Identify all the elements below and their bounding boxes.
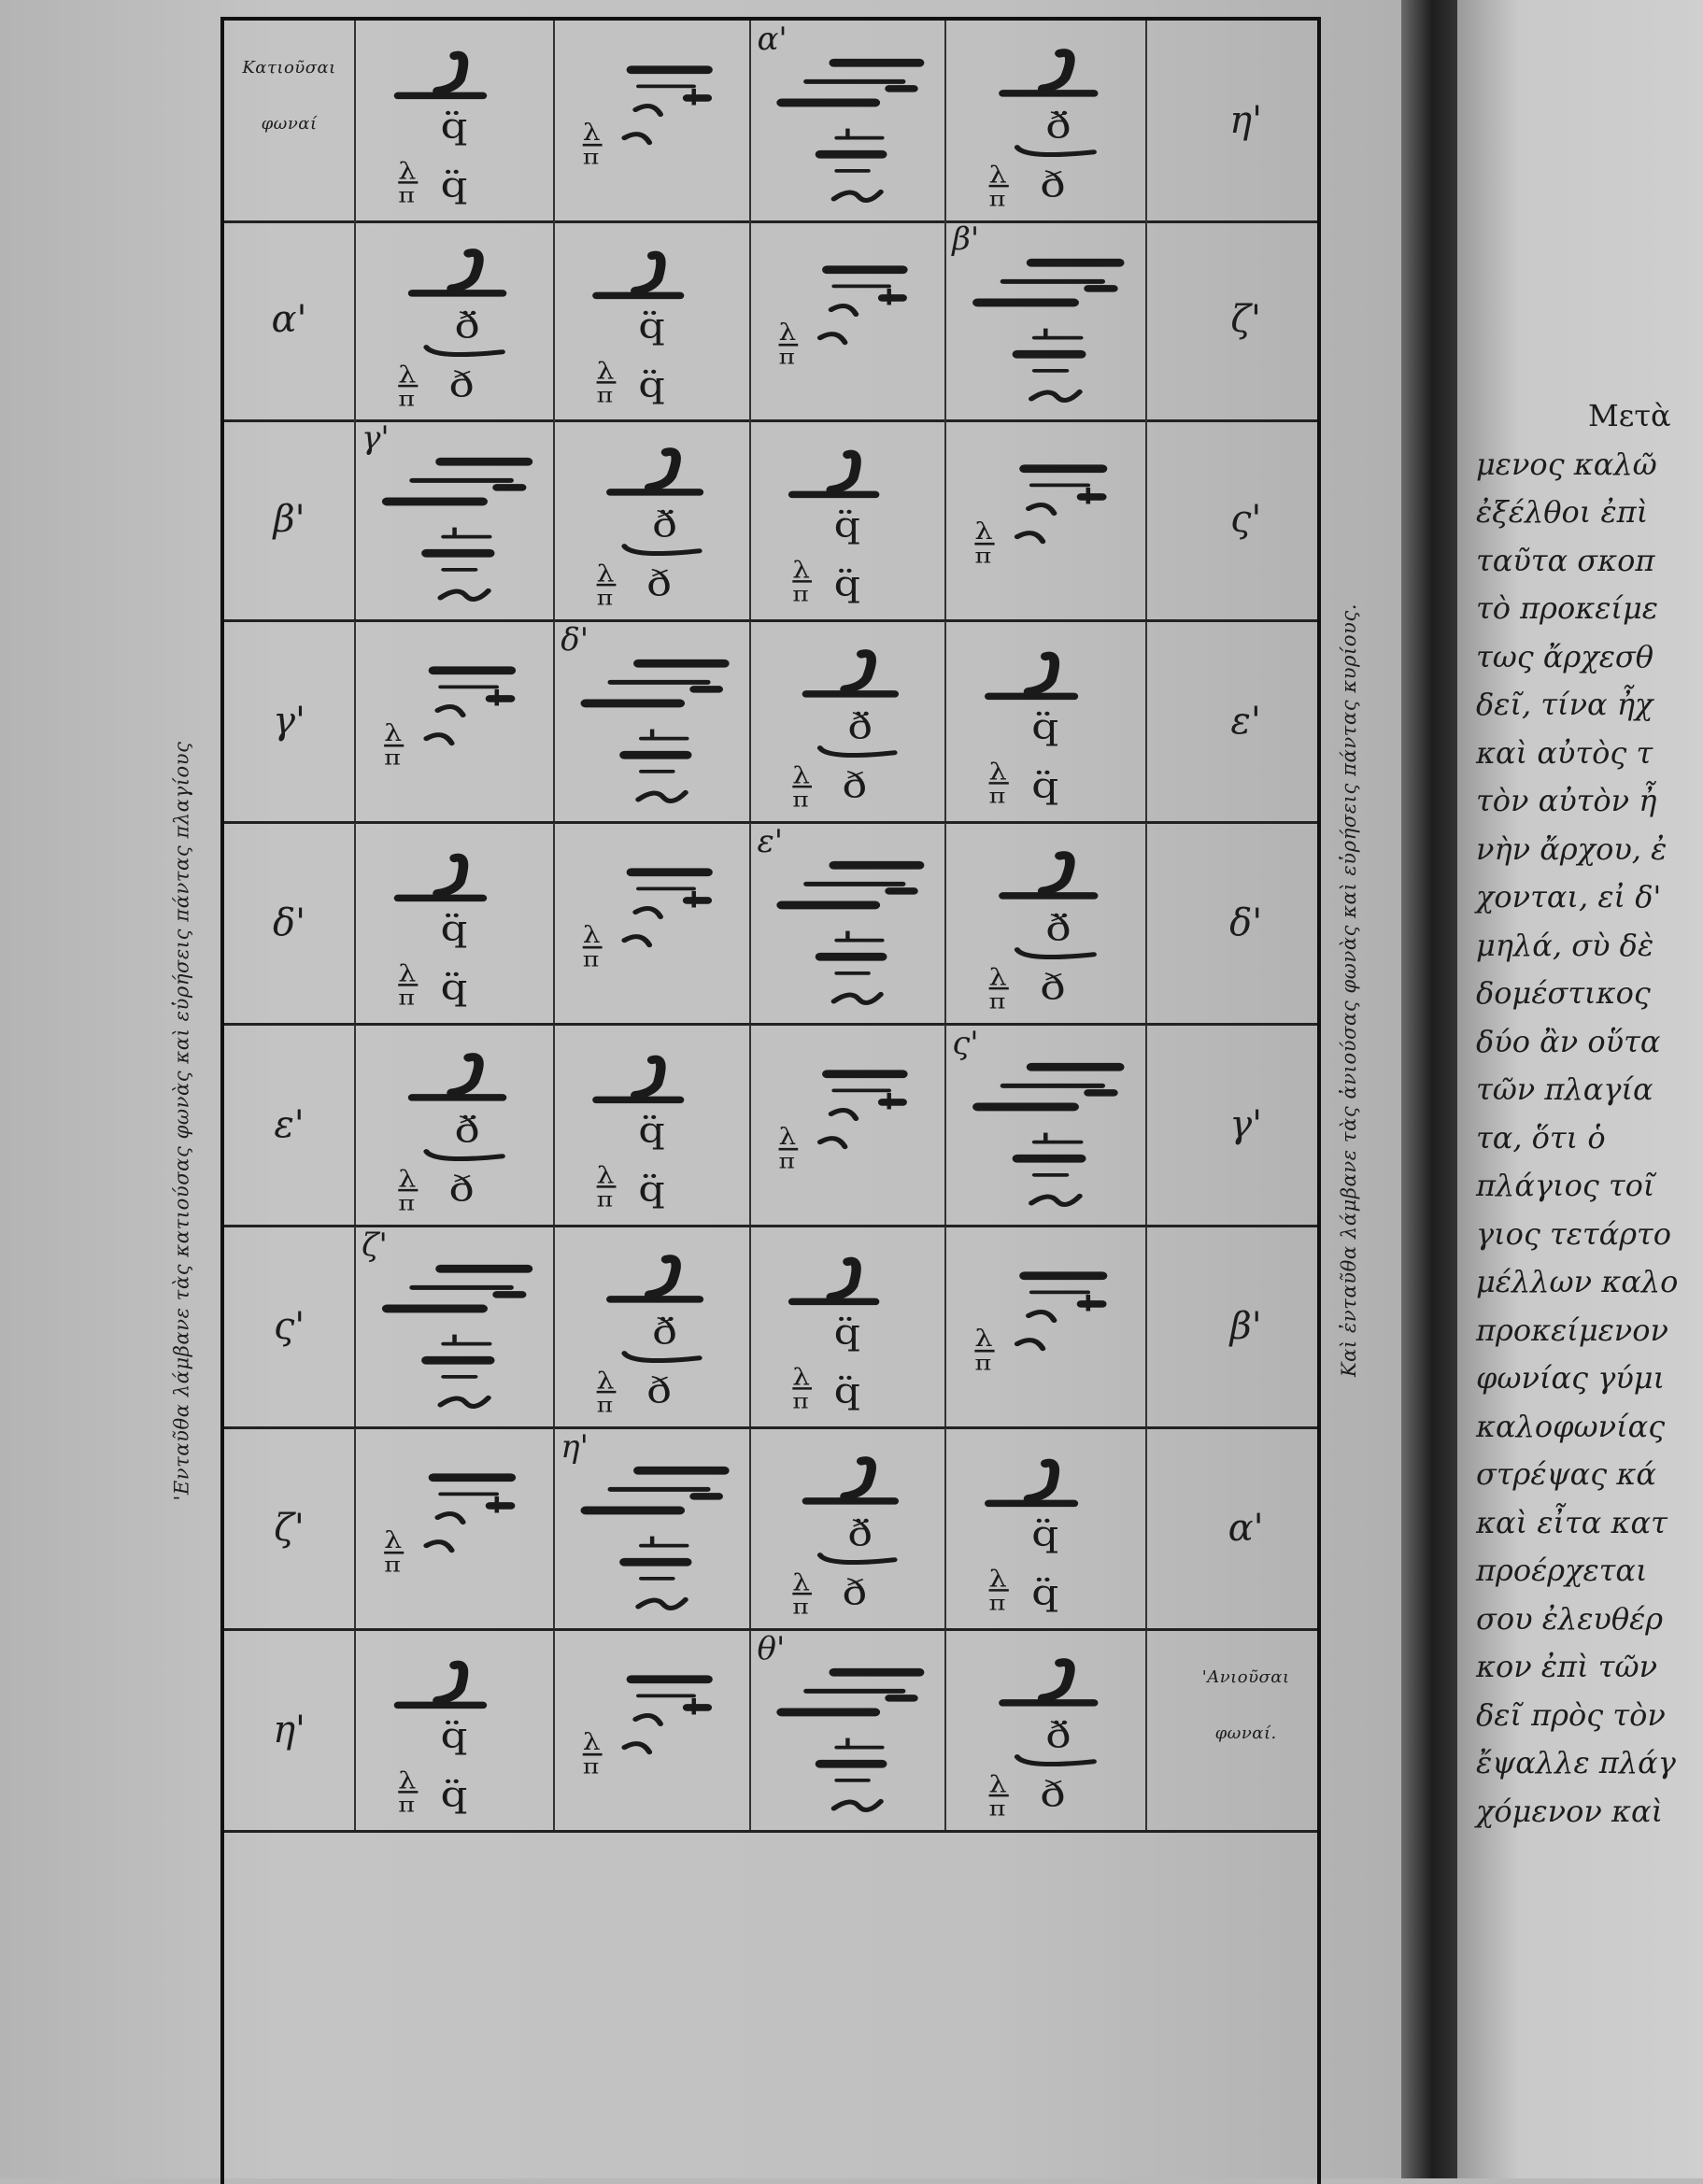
- svg-text:π: π: [384, 745, 402, 770]
- text-line: καλοφωνίας: [1476, 1408, 1666, 1444]
- svg-text:ð: ð: [646, 562, 673, 604]
- svg-text:λ: λ: [582, 1728, 601, 1756]
- svg-text:π: π: [596, 382, 614, 407]
- neume-cell: [356, 1227, 555, 1426]
- svg-text:q̈: q̈: [638, 305, 666, 347]
- cell-corner-number: β': [952, 220, 980, 258]
- text-line: τως ἄρχεσθ: [1476, 638, 1653, 674]
- table-row: [224, 621, 1317, 824]
- cell-corner-number: η': [561, 1428, 589, 1467]
- svg-text:q̈: q̈: [440, 105, 468, 147]
- neume-glyph: [946, 823, 1145, 1023]
- mode-number: ς': [273, 1304, 305, 1348]
- svg-text:λ: λ: [792, 557, 811, 585]
- descending-number-cell: [224, 1428, 356, 1628]
- neume-glyph: [946, 1227, 1145, 1426]
- svg-text:ð̈: ð̈: [847, 706, 873, 747]
- neume-cell: [946, 823, 1147, 1023]
- text-line: στρέψας κά: [1476, 1456, 1656, 1492]
- text-line: χονται, εἰ δ': [1476, 879, 1662, 915]
- descending-number-cell: [224, 419, 356, 619]
- neume-cell: [555, 1025, 751, 1225]
- neume-glyph: [751, 220, 944, 420]
- svg-text:ð̈: ð̈: [847, 1513, 873, 1554]
- text-line: δεῖ πρὸς τὸν: [1476, 1696, 1666, 1733]
- neume-cell: [356, 21, 555, 220]
- neume-glyph: [946, 1630, 1145, 1830]
- svg-text:π: π: [988, 1591, 1006, 1616]
- neume-cell: [946, 1428, 1147, 1628]
- mode-number: ε': [274, 1102, 305, 1146]
- svg-text:λ: λ: [779, 1124, 797, 1151]
- svg-text:π: π: [398, 182, 416, 208]
- table-row: [224, 823, 1317, 1026]
- svg-text:λ: λ: [792, 1569, 811, 1596]
- svg-text:λ: λ: [398, 157, 417, 185]
- mode-number: γ': [273, 699, 305, 743]
- svg-text:λ: λ: [779, 319, 797, 347]
- svg-text:λ: λ: [988, 758, 1008, 787]
- svg-text:ð: ð: [1040, 163, 1066, 206]
- svg-text:q̈: q̈: [638, 1168, 666, 1210]
- side-caption-right: Καὶ ἐνταῦθα λάμβανε τὰς ἀνιούσας φωνὰς καὶ εὑρήσεις πάντας κυρίους.: [1338, 603, 1361, 1378]
- svg-text:λ: λ: [988, 1770, 1008, 1798]
- table-row: [224, 1227, 1317, 1429]
- neume-table: [220, 17, 1321, 2184]
- neume-cell: [946, 21, 1147, 220]
- cell-corner-number: ς': [952, 1025, 979, 1063]
- svg-text:π: π: [582, 946, 600, 971]
- neume-glyph: [555, 1630, 749, 1830]
- table-row: [224, 21, 1317, 223]
- neume-cell: [751, 621, 946, 821]
- mode-number: δ': [1229, 901, 1263, 944]
- svg-text:λ: λ: [582, 119, 601, 147]
- neume-glyph: [751, 419, 944, 619]
- svg-text:ð: ð: [842, 764, 868, 806]
- neume-glyph: [356, 1630, 553, 1830]
- svg-text:q̈: q̈: [1031, 1512, 1059, 1554]
- svg-text:q̈: q̈: [834, 1369, 861, 1411]
- text-line: προέρχεται: [1476, 1553, 1648, 1588]
- svg-text:q̈: q̈: [638, 1110, 666, 1151]
- neume-glyph: [555, 1025, 749, 1225]
- text-line: ἐξέλθοι ἐπὶ: [1476, 494, 1649, 530]
- svg-text:π: π: [596, 1392, 614, 1418]
- svg-text:π: π: [384, 1552, 402, 1577]
- neume-cell: [356, 1025, 555, 1225]
- neume-cell: [751, 1630, 946, 1830]
- svg-text:ð̈: ð̈: [454, 1109, 480, 1151]
- neume-glyph: [946, 1428, 1145, 1628]
- svg-text:π: π: [792, 1594, 810, 1620]
- neume-glyph: [356, 621, 553, 821]
- neume-cell: [751, 823, 946, 1023]
- text-line: φωνίας γύμι: [1476, 1360, 1666, 1396]
- ascending-voices-label: φωναί.: [1214, 1723, 1277, 1744]
- svg-text:λ: λ: [398, 360, 417, 389]
- svg-text:λ: λ: [974, 1324, 993, 1353]
- svg-text:q̈: q̈: [440, 966, 468, 1008]
- ascending-number-cell: [1147, 419, 1345, 619]
- svg-text:q̈: q̈: [440, 1714, 468, 1756]
- svg-text:ð: ð: [448, 1168, 475, 1210]
- cell-corner-number: θ': [757, 1630, 786, 1668]
- neume-cell: [555, 1227, 751, 1426]
- neume-cell: [356, 1630, 555, 1830]
- svg-text:π: π: [779, 343, 796, 369]
- svg-text:π: π: [596, 1186, 614, 1213]
- neume-glyph: [356, 1025, 553, 1225]
- svg-text:λ: λ: [596, 1367, 615, 1395]
- svg-text:λ: λ: [596, 560, 615, 588]
- svg-text:q̈: q̈: [834, 504, 861, 546]
- svg-text:ð: ð: [1040, 966, 1066, 1008]
- text-line: νὴν ἄρχου, ἐ: [1476, 830, 1668, 867]
- text-line: μενος καλῶ: [1476, 446, 1657, 482]
- svg-text:π: π: [988, 186, 1006, 211]
- descending-number-cell: [224, 220, 356, 420]
- cell-corner-number: ζ': [362, 1227, 388, 1265]
- text-line: γιος τετάρτο: [1476, 1215, 1671, 1252]
- book-gutter: [1401, 0, 1457, 2178]
- ascending-number-cell: [1147, 1025, 1345, 1225]
- neume-glyph: [555, 419, 749, 619]
- table-row: [224, 1025, 1317, 1227]
- text-line: τῶν πλαγία: [1476, 1071, 1653, 1107]
- descending-number-cell: [224, 1630, 356, 1830]
- cell-corner-number: ε': [757, 823, 784, 861]
- neume-cell: [356, 1428, 555, 1628]
- neume-glyph: [356, 1428, 553, 1628]
- svg-text:λ: λ: [398, 959, 417, 988]
- svg-text:π: π: [792, 787, 810, 813]
- right-page-text: [1476, 392, 1678, 1836]
- text-line: πλάγιος τοῖ: [1476, 1168, 1655, 1203]
- svg-text:λ: λ: [974, 517, 993, 546]
- svg-text:ð: ð: [448, 362, 475, 405]
- ascending-number-cell: [1147, 1227, 1345, 1426]
- neume-glyph: [946, 419, 1145, 619]
- mode-number: γ': [1229, 1102, 1263, 1146]
- svg-text:λ: λ: [988, 160, 1008, 189]
- neume-cell: [555, 823, 751, 1023]
- svg-text:ð̈: ð̈: [652, 1312, 678, 1353]
- svg-text:π: π: [398, 1793, 416, 1818]
- text-line: Μετὰ: [1588, 398, 1671, 433]
- svg-text:q̈: q̈: [1031, 764, 1059, 806]
- svg-text:λ: λ: [384, 718, 403, 747]
- neume-glyph: [751, 1428, 944, 1628]
- neume-glyph: [555, 220, 749, 420]
- svg-text:ð: ð: [842, 1571, 868, 1613]
- svg-text:q̈: q̈: [440, 1773, 468, 1815]
- svg-text:ð̈: ð̈: [1045, 907, 1071, 949]
- neume-cell: [751, 21, 946, 220]
- mode-number: α': [271, 298, 307, 342]
- neume-cell: [751, 1227, 946, 1426]
- svg-text:ð̈: ð̈: [454, 304, 480, 347]
- table-row: [224, 1428, 1317, 1631]
- text-line: καὶ αὐτὸς τ: [1476, 734, 1653, 771]
- cell-corner-number: γ': [362, 419, 390, 458]
- svg-text:π: π: [398, 986, 416, 1011]
- neume-glyph: [555, 1227, 749, 1426]
- descending-voices-label: φωναί: [261, 114, 318, 134]
- svg-text:π: π: [398, 1190, 416, 1216]
- svg-text:ð̈: ð̈: [1045, 1714, 1071, 1756]
- mode-number: β': [273, 497, 305, 541]
- ascending-number-cell: [1147, 220, 1345, 420]
- mode-number: α': [1228, 1506, 1264, 1550]
- text-line: ἔψαλλε πλάγ: [1476, 1745, 1676, 1780]
- neume-glyph: [946, 21, 1145, 220]
- neume-cell: [751, 220, 946, 420]
- svg-text:λ: λ: [398, 1165, 417, 1193]
- text-line: καὶ εἶτα κατ: [1476, 1504, 1668, 1540]
- neume-cell: [555, 621, 751, 821]
- svg-text:π: π: [779, 1148, 796, 1173]
- descending-number-cell: [224, 823, 356, 1023]
- svg-text:λ: λ: [792, 1364, 811, 1392]
- text-line: τὸν αὐτὸν ἦ: [1476, 783, 1657, 818]
- svg-text:λ: λ: [988, 963, 1008, 991]
- svg-text:π: π: [596, 585, 614, 611]
- svg-text:q̈: q̈: [1031, 1571, 1059, 1613]
- svg-text:π: π: [792, 1388, 810, 1414]
- cell-corner-number: δ': [561, 621, 589, 659]
- text-line: μέλλων καλο: [1476, 1264, 1679, 1299]
- text-line: τὸ προκείμε: [1476, 590, 1658, 626]
- svg-text:ð: ð: [646, 1369, 673, 1411]
- neume-cell: [356, 220, 555, 420]
- table-row: [224, 1630, 1317, 1833]
- text-line: σου ἐλευθέρ: [1476, 1600, 1664, 1637]
- ascending-number-cell: [1147, 21, 1345, 220]
- text-line: χόμενον καὶ: [1476, 1793, 1664, 1829]
- mode-number: ς': [1229, 497, 1262, 541]
- neume-glyph: [356, 220, 553, 420]
- svg-text:λ: λ: [398, 1766, 417, 1795]
- neume-cell: [946, 419, 1147, 619]
- neume-glyph: [751, 1025, 944, 1225]
- neume-glyph: [751, 621, 944, 821]
- svg-text:λ: λ: [596, 357, 615, 385]
- svg-text:λ: λ: [596, 1161, 615, 1190]
- neume-cell: [946, 1227, 1147, 1426]
- mode-number: η': [273, 1708, 306, 1751]
- neume-cell: [946, 621, 1147, 821]
- neume-glyph: [555, 21, 749, 220]
- svg-text:π: π: [974, 543, 992, 568]
- mode-number: ε': [1230, 699, 1261, 743]
- svg-text:q̈: q̈: [638, 363, 666, 405]
- mode-number: β': [1229, 1304, 1262, 1348]
- svg-text:π: π: [988, 1795, 1006, 1822]
- neume-cell: [555, 1630, 751, 1830]
- text-line: μηλά, σὺ δὲ: [1476, 927, 1654, 963]
- text-line: δεῖ, τίνα ἦχ: [1476, 687, 1653, 722]
- svg-text:q̈: q̈: [440, 163, 468, 206]
- text-line: τα, ὅτι ὁ: [1476, 1119, 1606, 1156]
- svg-text:π: π: [792, 581, 810, 607]
- descending-number-cell: [224, 21, 356, 220]
- svg-text:π: π: [988, 784, 1006, 809]
- descending-number-cell: [224, 1227, 356, 1426]
- descending-voices-label: Κατιοῦσαι: [242, 58, 336, 78]
- neume-cell: [356, 419, 555, 619]
- table-row: [224, 220, 1317, 423]
- descending-number-cell: [224, 1025, 356, 1225]
- neume-cell: [555, 220, 751, 420]
- svg-text:q̈: q̈: [440, 907, 468, 949]
- neume-glyph: [946, 621, 1145, 821]
- text-line: κον ἐπὶ τῶν: [1476, 1649, 1658, 1684]
- svg-text:ð: ð: [1040, 1773, 1066, 1815]
- svg-text:q̈: q̈: [834, 562, 861, 604]
- neume-glyph: [555, 823, 749, 1023]
- neume-cell: [356, 621, 555, 821]
- svg-text:π: π: [582, 1753, 600, 1779]
- svg-text:λ: λ: [384, 1525, 403, 1554]
- mode-number: ζ': [1230, 298, 1261, 342]
- svg-text:q̈: q̈: [1031, 705, 1059, 747]
- side-caption-left: 'Ενταῦθα λάμβανε τὰς κατιούσας φωνὰς καὶ εὑρήσεις πάντας πλαγίους: [170, 741, 193, 1501]
- descending-number-cell: [224, 621, 356, 821]
- svg-text:λ: λ: [582, 921, 601, 949]
- mode-number: ζ': [274, 1506, 305, 1550]
- neume-cell: [946, 1025, 1147, 1225]
- svg-text:ð̈: ð̈: [1045, 105, 1071, 147]
- svg-text:π: π: [582, 144, 600, 169]
- neume-cell: [555, 21, 751, 220]
- neume-cell: [751, 1025, 946, 1225]
- neume-cell: [751, 419, 946, 619]
- ascending-number-cell: [1147, 1428, 1345, 1628]
- svg-text:λ: λ: [792, 762, 811, 789]
- ascending-voices-label: 'Ανιοῦσαι: [1201, 1667, 1290, 1688]
- neume-glyph: [356, 21, 553, 220]
- neume-cell: [555, 1428, 751, 1628]
- svg-text:π: π: [974, 1350, 992, 1375]
- svg-text:π: π: [398, 386, 416, 411]
- cell-corner-number: α': [757, 21, 788, 58]
- svg-text:π: π: [988, 988, 1006, 1014]
- neume-cell: [751, 1428, 946, 1628]
- ascending-number-cell: [1147, 621, 1345, 821]
- neume-glyph: [751, 1227, 944, 1426]
- neume-glyph: [356, 823, 553, 1023]
- ascending-number-cell: [1147, 1630, 1345, 1830]
- mode-number: δ': [273, 901, 306, 944]
- neume-cell: [555, 419, 751, 619]
- text-line: δύο ἂν οὕτα: [1476, 1023, 1661, 1059]
- svg-text:λ: λ: [988, 1565, 1008, 1594]
- mode-number: η': [1229, 98, 1263, 142]
- svg-text:q̈: q̈: [834, 1312, 861, 1353]
- text-line: προκείμενον: [1476, 1312, 1668, 1348]
- text-line: δομέστικος: [1476, 975, 1651, 1011]
- neume-cell: [946, 220, 1147, 420]
- neume-cell: [946, 1630, 1147, 1830]
- ascending-number-cell: [1147, 823, 1345, 1023]
- neume-cell: [356, 823, 555, 1023]
- svg-text:ð̈: ð̈: [652, 504, 678, 546]
- text-line: ταῦτα σκοπ: [1476, 542, 1655, 578]
- table-row: [224, 419, 1317, 622]
